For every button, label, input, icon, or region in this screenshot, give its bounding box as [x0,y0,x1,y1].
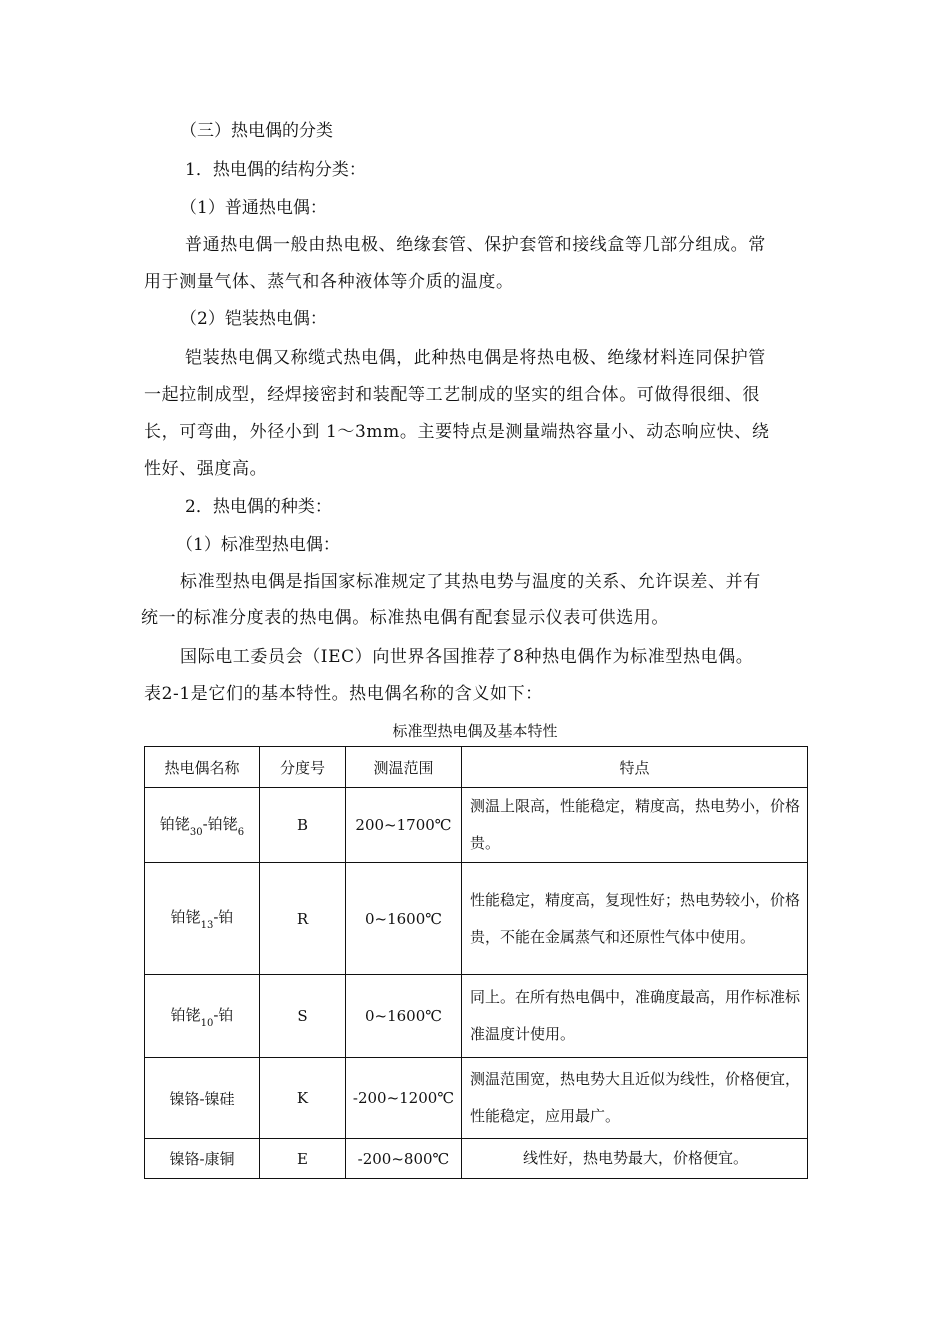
table-row [145,975,808,1058]
thermocouple-table [144,746,808,1179]
header-name: 热电偶名称 [145,747,260,788]
subheading-structure: 1．热电偶的结构分类： [185,160,366,180]
graduation-cell: S [260,975,346,1058]
paragraph-line: 表2-1是它们的基本特性。热电偶名称的含义如下： [144,684,543,704]
paragraph-line: 长，可弯曲，外径小到 1～3mm。主要特点是测量端热容量小、动态响应快、绕 [144,422,770,442]
features-cell: 同上。在所有热电偶中，准确度最高，用作标准标准温度计使用。 [462,975,808,1058]
subheading-types: 2．热电偶的种类： [185,497,332,517]
subheading-armored: （2）铠装热电偶： [180,309,327,329]
table-row [145,863,808,975]
table-row [145,1058,808,1139]
graduation-cell: B [260,788,346,863]
range-cell: -200~1200℃ [346,1058,462,1139]
header-range: 测温范围 [346,747,462,788]
thermocouple-name: 镍铬-镍硅 [145,1058,260,1139]
table-row [145,1139,808,1179]
header-features: 特点 [462,747,808,788]
thermocouple-name: 铂铑$_{13}$-铂 [145,863,260,975]
features-cell: 测温范围宽，热电势大且近似为线性，价格便宜，性能稳定，应用最广。 [462,1058,808,1139]
paragraph-line: 性好、强度高。 [144,459,268,479]
range-cell: -200~800℃ [346,1139,462,1179]
range-cell: 200~1700℃ [346,788,462,863]
paragraph-line: 标准型热电偶是指国家标准规定了其热电势与温度的关系、允许误差、并有 [180,572,761,592]
features-cell: 性能稳定，精度高，复现性好；热电势较小，价格贵，不能在金属蒸气和还原性气体中使用。 [462,863,808,975]
paragraph-line: 统一的标准分度表的热电偶。标准热电偶有配套显示仪表可供选用。 [141,608,669,628]
table-row [145,788,808,863]
thermocouple-name: 镍铬-康铜 [145,1139,260,1179]
subheading-standard: （1）标准型热电偶： [176,535,340,555]
subheading-ordinary: （1）普通热电偶： [180,198,327,218]
paragraph-line: 普通热电偶一般由热电极、绝缘套管、保护套管和接线盒等几部分组成。常 [185,235,766,255]
features-cell: 测温上限高，性能稳定，精度高，热电势小，价格贵。 [462,788,808,863]
range-cell: 0~1600℃ [346,863,462,975]
range-cell: 0~1600℃ [346,975,462,1058]
header-graduation: 分度号 [260,747,346,788]
paragraph-line: 一起拉制成型，经焊接密封和装配等工艺制成的坚实的组合体。可做得很细、很 [144,385,760,405]
thermocouple-name: 铂铑$_{30}$-铂铑$_6$ [145,788,260,863]
paragraph-line: 铠装热电偶又称缆式热电偶，此种热电偶是将热电极、绝缘材料连同保护管 [185,348,766,368]
section-heading: （三）热电偶的分类 [180,121,333,141]
graduation-cell: K [260,1058,346,1139]
table-caption: 标准型热电偶及基本特性 [392,722,558,740]
graduation-cell: R [260,863,346,975]
paragraph-line: 用于测量气体、蒸气和各种液体等介质的温度。 [144,272,514,292]
paragraph-line: 国际电工委员会（IEC）向世界各国推荐了8种热电偶作为标准型热电偶。 [180,647,754,667]
features-cell: 线性好，热电势最大，价格便宜。 [462,1139,808,1179]
graduation-cell: E [260,1139,346,1179]
thermocouple-name: 铂铑$_{10}$-铂 [145,975,260,1058]
table-header-row [145,747,808,788]
